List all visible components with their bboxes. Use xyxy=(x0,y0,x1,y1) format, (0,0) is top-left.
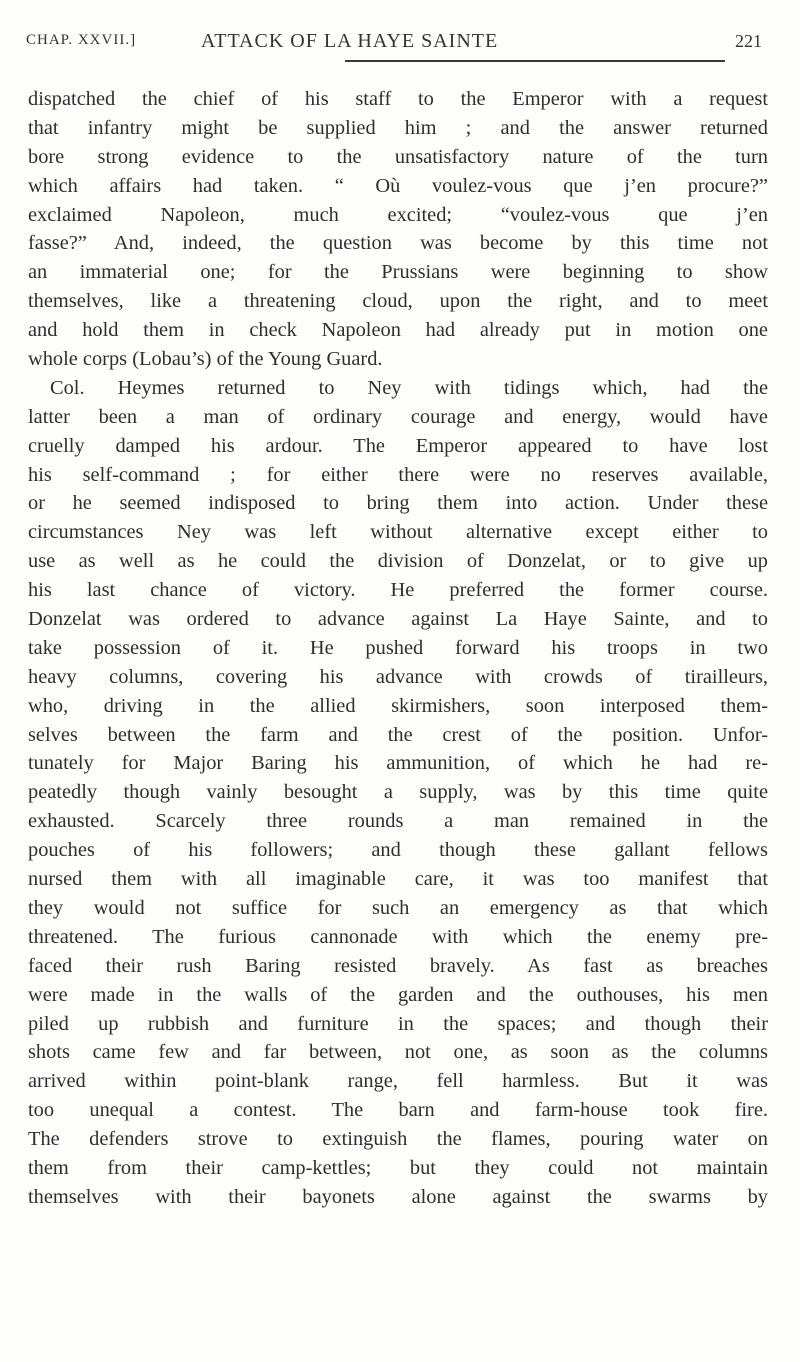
text-line: faced their rush Baring resisted bravely. As fast as breaches xyxy=(28,954,768,977)
text-line: cruelly damped his ardour. The Emperor appeared to have lost xyxy=(28,434,768,457)
text-line: latter been a man of ordinary courage and energy, would have xyxy=(28,405,768,428)
header-rule xyxy=(345,60,725,62)
text-line: Donzelat was ordered to advance against La Haye Sainte, and to xyxy=(28,608,768,631)
chapter-label: CHAP. XXVII.] xyxy=(26,32,137,48)
text-line: shots came few and far between, not one, as soon as the columns xyxy=(28,1041,768,1064)
page-number: 221 xyxy=(735,31,762,51)
text-line: they would not suffice for such an emergency as that which xyxy=(28,896,768,919)
text-line: an immaterial one; for the Prussians were beginning to show xyxy=(28,261,768,284)
text-line: circumstances Ney was left without alternative except either to xyxy=(28,521,768,544)
text-line: bore strong evidence to the unsatisfactory nature of the turn xyxy=(28,145,768,168)
text-line: heavy columns, covering his advance with crowds of tirailleurs, xyxy=(28,665,768,688)
text-line: that infantry might be supplied him ; and the answer returned xyxy=(28,116,768,139)
text-line: threatened. The furious cannonade with which the enemy pre- xyxy=(28,925,768,948)
text-line: them from their camp-kettles; but they could not maintain xyxy=(28,1156,768,1179)
text-line: and hold them in check Napoleon had already put in motion one xyxy=(28,319,768,342)
text-line: pouches of his followers; and though these gallant fellows xyxy=(28,839,768,862)
text-line: peatedly though vainly besought a supply, was by this time quite xyxy=(28,781,768,804)
text-line: too unequal a contest. The barn and farm-house took fire. xyxy=(28,1099,768,1122)
text-line: or he seemed indisposed to bring them into action. Under these xyxy=(28,492,768,515)
text-line: use as well as he could the division of Donzelat, or to give up xyxy=(28,550,768,573)
text-line: were made in the walls of the garden and the outhouses, his men xyxy=(28,983,768,1006)
text-line: who, driving in the allied skirmishers, soon interposed them- xyxy=(28,694,768,717)
text-line: arrived within point-blank range, fell harmless. But it was xyxy=(28,1070,768,1093)
text-line: his self-command ; for either there were no reserves available, xyxy=(28,463,768,486)
text-line: exhausted. Scarcely three rounds a man remained in the xyxy=(28,810,768,833)
text-line: The defenders strove to extinguish the flames, pouring water on xyxy=(28,1128,768,1151)
text-line: tunately for Major Baring his ammunition, of which he had re- xyxy=(28,752,768,775)
page-title: ATTACK OF LA HAYE SAINTE xyxy=(201,30,499,52)
text-line: themselves, like a threatening cloud, upon the right, and to meet xyxy=(28,290,768,313)
text-line: fasse?” And, indeed, the question was become by this time not xyxy=(28,232,768,255)
running-head xyxy=(26,30,778,64)
text-line: nursed them with all imaginable care, it was too manifest that xyxy=(28,868,768,891)
text-line: piled up rubbish and furniture in the spaces; and though their xyxy=(28,1012,768,1035)
body-text xyxy=(28,85,768,1212)
text-line: his last chance of victory. He preferred the former course. xyxy=(28,579,768,602)
text-line: take possession of it. He pushed forward his troops in two xyxy=(28,636,768,659)
text-line: Col. Heymes returned to Ney with tidings which, had the xyxy=(50,376,768,399)
text-line: which affairs had taken. “ Où voulez-vous que j’en procure?” xyxy=(28,174,768,197)
text-line: themselves with their bayonets alone against the swarms by xyxy=(28,1185,768,1208)
text-line: whole corps (Lobau’s) of the Young Guard. xyxy=(28,348,383,371)
text-line: selves between the farm and the crest of the position. Unfor- xyxy=(28,723,768,746)
text-line: dispatched the chief of his staff to the Emperor with a request xyxy=(28,88,768,110)
text-line: exclaimed Napoleon, much excited; “voulez-vous que j’en xyxy=(28,203,768,226)
